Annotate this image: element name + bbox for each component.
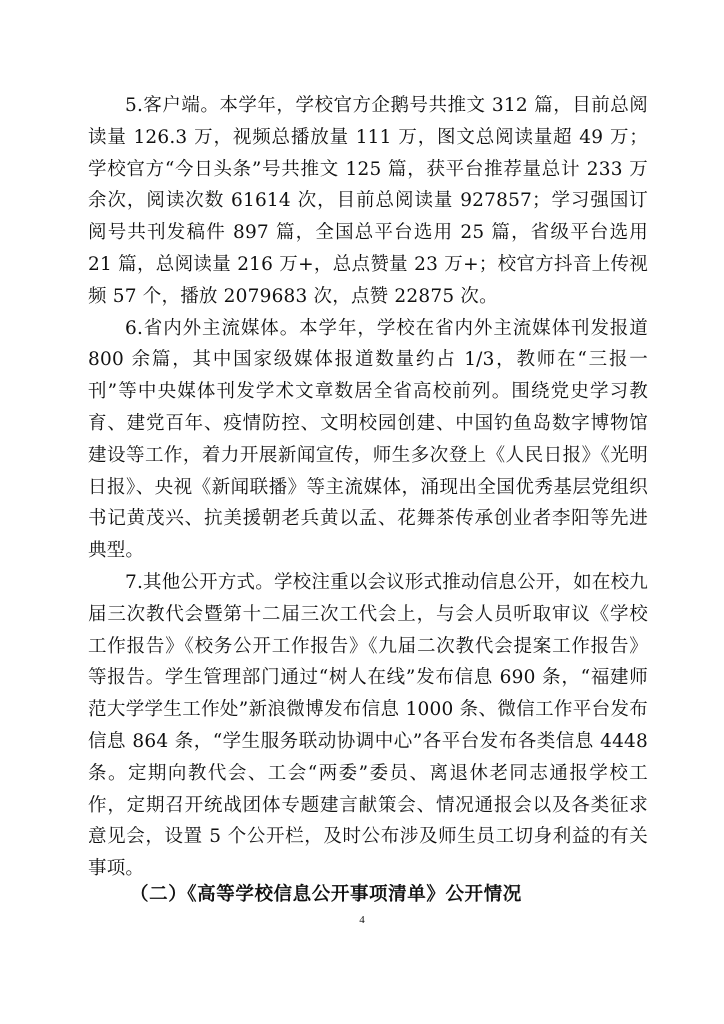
paragraph-mainstream-media: 6.省内外主流媒体。本学年，学校在省内外主流媒体刊发报道 800 余篇，其中国家级媒体报道数量约占 1/3，教师在“三报一刊”等中央媒体刊发学术文章数居全省高校前列。围绕党史学习教育、建党百年、疫情防控、文明校园创建、中国钓鱼岛数字博物馆建设等工作，着力开展新闻宣传，师生多次登上《人民日报》《光明日报》、央视《新闻联播》等主流媒体，涌现出全国优秀基层党组织书记黄茂兴、抗美援朝老兵黄以孟、花舞茶传承创业者李阳等先进典型。: [88, 317, 648, 562]
paragraph-other-methods: 7.其他公开方式。学校注重以会议形式推动信息公开，如在校九届三次教代会暨第十二届三次工代会上，与会人员听取审议《学校工作报告》《校务公开工作报告》《九届二次教代会提案工作报告》等报告。学生管理部门通过“树人在线”发布信息 690 条，“福建师范大学学生工作处”新浪微博发布信息 1000 条、微信工作平台发布信息 864 条，“学生服务联动协调中心”各平台发布各类信息 4448 条。定期向教代会、工会“两委”委员、离退休老同志通报学校工作，定期召开统战团体专题建言献策会、情况通报会以及各类征求意见会，设置 5 个公开栏，及时公布涉及师生员工切身利益的有关事项。: [88, 571, 648, 880]
section-heading: （二）《高等学校信息公开事项清单》公开情况: [130, 884, 522, 905]
page-number: 4: [359, 914, 365, 926]
paragraph-client: 5.客户端。本学年，学校官方企鹅号共推文 312 篇，目前总阅读量 126.3 万，视频总播放量 111 万，图文总阅读量超 49 万；学校官方“今日头条”号共推文 125 篇，获平台推荐量总计 233 万余次，阅读次数 61614 次，目前总阅读量 927857；学习强国订阅号共刊发稿件 897 篇，全国总平台选用 25 篇，省级平台选用 21 篇，总阅读量 216 万+，总点赞量 23 万+；校官方抖音上传视频 57 个，播放 2079683 次，点赞 22875 次。: [88, 95, 648, 307]
body-text: [88, 90, 648, 885]
